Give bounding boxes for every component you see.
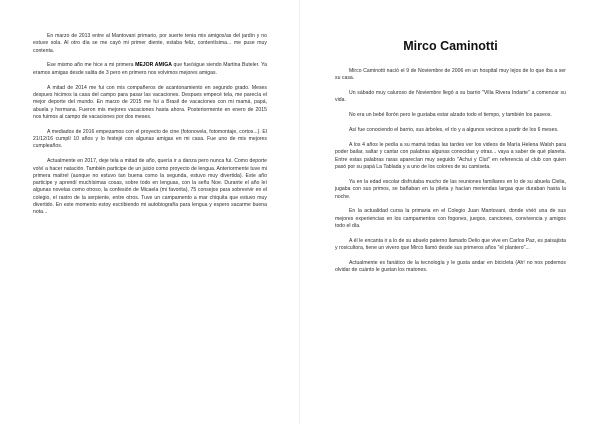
left-paragraph-4: A mediados de 2016 empezamos con el proyecto de cine (fotonovela, fotomontaje, cortos...). El 21/12/16 cumplí 10 años y lo festejé con algunas amigas en mi casa. Fue uno de mis mejores cumpleaños. [33, 128, 267, 150]
right-paragraph-8: A él le encanta ir a lo de su abuelo paterno llamado Delio que vive en Carlos Paz, es paisajista y rosicultora, tiene un vivero que Mirco llamó desde sus primeros años "el plantero"... [335, 237, 566, 252]
left-paragraph-2 [33, 62, 267, 77]
right-paragraph-4: Así fue conociendo el barrio, sus árboles, el río y a algunos vecinos a partir de los 6 meses. [349, 127, 559, 134]
page-title: Mirco Caminotti [403, 39, 498, 53]
left-paragraph-1: En marzo de 2013 entre al Mantovani primario, por suerte tenia mis amigos/as del jardín y no estuve sola. Al otro día se me cayó mi primer diente, estaba feliz, contentísima... me puse muy contenta. [33, 33, 267, 54]
right-paragraph-3: No era un bebé llorón pero le gustaba estar alzado todo el tiempo, y también los paseos. [349, 112, 552, 119]
left-paragraph-2-after: que fue/sigue siendo Martina Buteler. Ya eramos amigas desde salita de 3 pero en primero nos volvimos mejores amigas. [33, 62, 267, 76]
right-page-text [335, 68, 566, 282]
left-page-text [33, 33, 267, 224]
right-paragraph-6: Ya en la edad escolar disfrutaba mucho de las reuniones familiares en lo de su abuela Clelia, jugaba con sus primos, se bañaban en la pileta y hacían meriendas largas que duraban hasta la noche. [335, 178, 566, 200]
right-paragraph-7: En la actualidad cursa la primaria en el Colegio Juan Mantovani, donde vivió una de sus mejores experiencias en los campamentos con fogones, juegos, canciones, convivencia y amigos todo el día. [335, 208, 566, 230]
left-paragraph-3: A mitad de 2014 me fui con mis compañeros de acantonamiento en segundo grado. Meses despues hicimos la casa del campo para pasar las vacaciones. Despues empecé tela, me parecía el mejor deporte del mundo. En marzo de 2015 me fui a Brasil de vacaciones con mi mamá, papá, abuela y hermana. Fueron mis mejores vacaciones hasta ahora. Posteriormente en enero de 2015 nos fuimos al campo de vacaciones por dos meses. [33, 84, 267, 120]
best-friend-emphasis: MEJOR AMIGA [135, 62, 172, 69]
left-paragraph-2-before: Ese mismo año me hice a mi primera [47, 62, 136, 69]
left-paragraph-5: Actualmente en 2017, deje tela a mitad de año, quería ir a danza pero nunca fui. Como deporte volví a hacer natación. También participe de un juicio como proyecto de lengua. Anteriormente tuve mi primera maitrel (aunque no estuvo tan buena como la segunda, estuvo muy divertida). Este año participe y aprendí muchísimas cosas, sobre todo en lenguas, con la señu Noe. Durante el año leí algunas novelas como otroso, la confesión de Micaela (mi favorita), 75 consejos para sobrevivir en el colegio, el rastro de la serpiente, entre otros. Tuve un campamento a mar chiquita que estuvo muy divertido. En este momento estoy escribiendo mi autobiografía para lengua y espero sacarme buena nota... [33, 158, 267, 216]
right-paragraph-1: Mirco Caminotti nació el 9 de Noviembre de 2006 en un hospital muy lejos de lo que iba a ser su casa. [335, 68, 566, 82]
right-paragraph-5: A los 4 años le pedía a su mamá todas las tardes ver los videos de María Helena Walsh para poder bailar, saltar y cantar con palabras algunas conocidas y otras... vaya a saber de qué planeta. Entre estas palabras raras aparecían muy seguido "Achui y Clut" en referencia al club con quien pasó por su papá La Tablada y a uno de los colores de su camiseta. [335, 142, 566, 171]
right-paragraph-2: Un sábado muy caluroso de Noviembre llegó a su barrio "Villa Rivera Indarte" a comenzar su vida. [335, 90, 566, 104]
right-paragraph-9: Actualmente es fanático de la tecnología y le gusta andar en bicicleta (Ah! no nos podemos olvidar de cuánto le gustan los matones. [335, 260, 566, 274]
